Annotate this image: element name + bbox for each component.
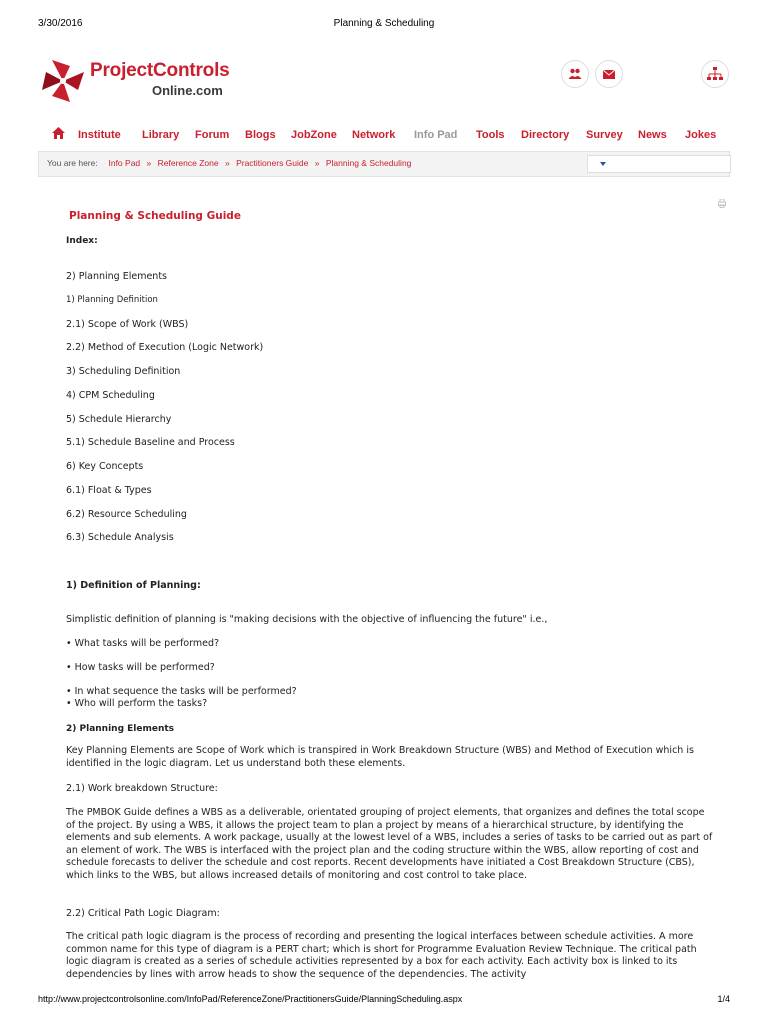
nav-item-survey[interactable]: Survey: [586, 129, 623, 141]
home-link[interactable]: [52, 127, 65, 142]
breadcrumb-link-infopad[interactable]: Info Pad: [108, 158, 141, 168]
section-heading: 2) Planning Elements: [66, 724, 175, 734]
print-page-number: 1/4: [717, 994, 730, 1004]
quick-nav-select[interactable]: [587, 155, 731, 173]
index-label: Index:: [66, 236, 98, 246]
breadcrumb-prefix: You are here:: [47, 158, 98, 168]
section-heading: 1) Definition of Planning:: [66, 580, 201, 591]
main-nav: [48, 127, 728, 145]
nav-item-library[interactable]: Library: [142, 129, 180, 141]
index-item[interactable]: 4) CPM Scheduling: [66, 390, 155, 401]
index-item[interactable]: 5.1) Schedule Baseline and Process: [66, 437, 235, 448]
mail-button[interactable]: [595, 60, 623, 88]
print-icon: [718, 199, 726, 208]
index-item[interactable]: 6.3) Schedule Analysis: [66, 532, 174, 543]
subsection-heading: 2.2) Critical Path Logic Diagram:: [66, 908, 220, 919]
nav-item-jokes[interactable]: Jokes: [685, 129, 717, 141]
print-page-title: Planning & Scheduling: [333, 18, 435, 29]
list-item: • In what sequence the tasks will be performed?: [66, 686, 297, 697]
breadcrumb-link-practitioners-guide[interactable]: Practitioners Guide: [236, 158, 309, 168]
paragraph: The critical path logic diagram is the process of recording and presenting the logical interfaces between schedule activities. A more common name for this type of diagram is a PERT chart; which is short for Programme Evaluation Review Technique. The critical path logic diagram is created as a series of schedule activities represented by a box for each activity. Each activity box is linked to its dependencies by lines with arrow heads to show the sequence of the dependencies. The activity: [66, 931, 697, 980]
list-item: • How tasks will be performed?: [66, 662, 215, 673]
nav-item-infopad[interactable]: Info Pad: [414, 129, 458, 141]
home-icon: [52, 127, 65, 139]
nav-item-blogs[interactable]: Blogs: [245, 129, 276, 141]
nav-item-institute[interactable]: Institute: [78, 129, 121, 141]
list-item: • What tasks will be performed?: [66, 638, 220, 649]
nav-item-directory[interactable]: Directory: [521, 129, 570, 141]
breadcrumb-separator: »: [146, 158, 152, 168]
print-header: [38, 18, 730, 32]
site-logo[interactable]: [40, 58, 250, 104]
logo-text-sub: Online.com: [152, 83, 223, 98]
index-item[interactable]: 6) Key Concepts: [66, 461, 144, 472]
index-item[interactable]: 6.1) Float & Types: [66, 485, 152, 496]
paragraph: Key Planning Elements are Scope of Work which is transpired in Work Breakdown Structure (WBS) and Method of Execution which is identified in the logic diagram. Let us understand both these elements.: [66, 745, 694, 769]
breadcrumb: [47, 158, 411, 168]
print-button[interactable]: [718, 193, 726, 212]
community-icon: [568, 68, 582, 80]
nav-item-forum[interactable]: Forum: [195, 129, 230, 141]
sitemap-icon: [707, 67, 723, 81]
breadcrumb-link-planning-scheduling[interactable]: Planning & Scheduling: [325, 158, 412, 168]
subsection-heading: 2.1) Work breakdown Structure:: [66, 783, 218, 794]
index-item[interactable]: 2.1) Scope of Work (WBS): [66, 319, 189, 330]
article-title: Planning & Scheduling Guide: [69, 210, 241, 222]
paragraph: Simplistic definition of planning is "making decisions with the objective of influencing the future" i.e.,: [66, 614, 548, 625]
index-item[interactable]: 5) Schedule Hierarchy: [66, 414, 172, 425]
chevron-down-icon: [600, 162, 606, 166]
community-button[interactable]: [561, 60, 589, 88]
nav-item-network[interactable]: Network: [352, 129, 396, 141]
print-footer: [38, 994, 730, 1008]
index-item[interactable]: 2) Planning Elements: [66, 271, 167, 282]
breadcrumb-separator: »: [224, 158, 230, 168]
paragraph: The PMBOK Guide defines a WBS as a deliverable, orientated grouping of project elements, that organizes and defines the total scope of the project. By using a WBS, it allows the project team to plan a project by means of a hierarchical structure, by identifying the elements and sub elements. A work package, usually at the lowest level of a WBS, includes a series of tasks to be carried out as part of an element of work. The WBS is interfaced with the project plan and the coding structure within the WBS, allow reporting of cost and schedule forecasts to deliver the schedule and cost reports. Recent developments have initiated a Cost Breakdown Structure (CBS), which links to the WBS, but allows increased details of monitoring and cost control to take place.: [66, 807, 713, 881]
nav-item-tools[interactable]: Tools: [476, 129, 505, 141]
breadcrumb-separator: »: [314, 158, 320, 168]
index-item[interactable]: 3) Scheduling Definition: [66, 366, 181, 377]
print-url: http://www.projectcontrolsonline.com/InfoPad/ReferenceZone/PractitionersGuide/PlanningScheduling.aspx: [38, 994, 463, 1004]
breadcrumb-bar: [38, 151, 730, 177]
sitemap-button[interactable]: [701, 60, 729, 88]
logo-pinwheel-icon: [40, 58, 86, 104]
mail-icon: [603, 70, 615, 79]
breadcrumb-link-reference-zone[interactable]: Reference Zone: [157, 158, 219, 168]
index-item[interactable]: 6.2) Resource Scheduling: [66, 509, 187, 520]
nav-item-news[interactable]: News: [638, 129, 667, 141]
index-item[interactable]: 1) Planning Definition: [66, 295, 158, 305]
print-date: 3/30/2016: [38, 18, 83, 29]
list-item: • Who will perform the tasks?: [66, 698, 208, 709]
logo-text-main: ProjectControls: [90, 60, 230, 81]
index-item[interactable]: 2.2) Method of Execution (Logic Network): [66, 342, 264, 353]
nav-item-jobzone[interactable]: JobZone: [291, 129, 337, 141]
